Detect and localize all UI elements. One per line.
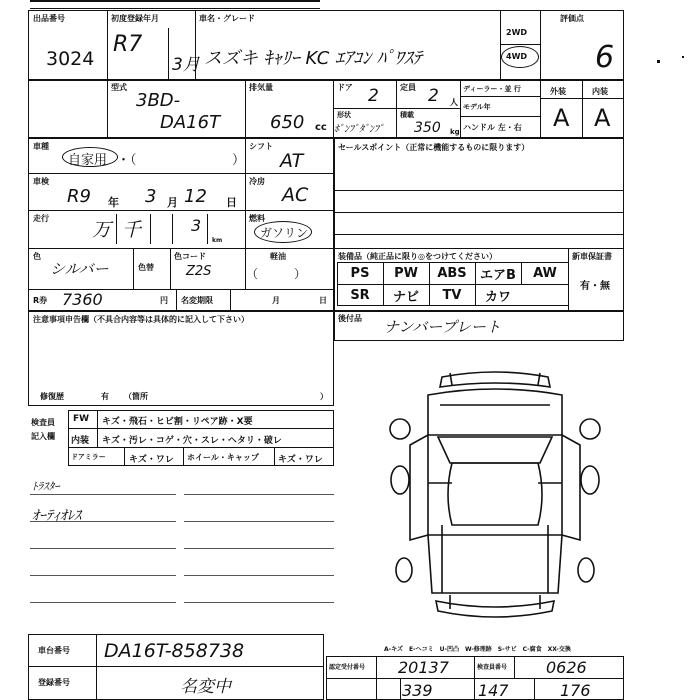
- car-damage-diagram: [380, 365, 610, 630]
- reg-label: 登録番号: [38, 678, 70, 687]
- code1-label: 認定受付番号: [329, 664, 366, 671]
- equip-navi[interactable]: ナビ: [392, 289, 419, 305]
- divider: [500, 10, 501, 80]
- car-name-label: 車名・グレード: [199, 14, 255, 23]
- dealer-label: ディーラー・並 行: [463, 85, 521, 93]
- cooling-label: 冷房: [249, 177, 265, 186]
- capacity-value: 2: [428, 86, 439, 106]
- note-line: [30, 521, 176, 522]
- interior-value: A: [594, 104, 611, 132]
- divider: [396, 80, 397, 138]
- note-line: [30, 575, 176, 576]
- inspection-month-unit: 月: [167, 196, 178, 209]
- cooling-value: AC: [282, 184, 309, 206]
- divider: [514, 656, 515, 678]
- divider: [68, 428, 334, 429]
- divider: [28, 173, 334, 174]
- interior-insp-label: 内装: [71, 436, 90, 446]
- note-line: [184, 548, 334, 549]
- load-value: 350: [414, 120, 441, 136]
- damage-legend: A-キズ E-ヘコミ U-凹凸 W-修理跡 S-サビ C-腐食 XX-交換: [384, 646, 571, 653]
- divider: [150, 214, 151, 244]
- divider: [245, 80, 246, 138]
- divider: [28, 666, 324, 667]
- model-value-line2: DA16T: [160, 112, 221, 133]
- repair-label: 修復歴: [40, 392, 64, 401]
- score-value: 6: [595, 40, 615, 75]
- note-line: [184, 521, 334, 522]
- inspection-day-unit: 日: [226, 196, 237, 209]
- exterior-value: A: [553, 104, 570, 132]
- wheel-items: キズ・ワレ: [278, 455, 323, 465]
- color-change-label: 色替: [138, 263, 154, 272]
- capacity-unit: 人: [450, 98, 458, 107]
- equip-abs[interactable]: ABS: [437, 265, 467, 281]
- shape-value: ﾎﾟﾝﾌﾟﾀﾞﾝﾌﾟ: [334, 124, 384, 135]
- divider: [107, 10, 108, 80]
- model-year-label: モデル年: [463, 103, 491, 111]
- divider: [400, 678, 401, 700]
- recycle-value: 7360: [62, 290, 103, 309]
- displacement-label: 排気量: [249, 83, 273, 92]
- interior-insp-items: キズ・汚レ・コゲ・穴・スレ・ヘタリ・破レ: [102, 436, 282, 446]
- divider: [460, 80, 461, 138]
- equipment-label: 装備品（純正品に限り◎をつけてください）: [338, 252, 497, 261]
- equip-aw[interactable]: AW: [533, 265, 557, 281]
- shift-label: シフト: [249, 142, 273, 151]
- top-banner: [30, 0, 320, 9]
- divider: [124, 447, 125, 466]
- divider: [376, 656, 377, 700]
- inspection-year: R9: [67, 186, 91, 207]
- equip-tv[interactable]: TV: [442, 287, 462, 303]
- note-line: [30, 548, 176, 549]
- equip-ps[interactable]: PS: [350, 265, 370, 281]
- speck: [657, 60, 660, 63]
- footer-value-1: 339: [402, 681, 433, 700]
- exterior-label: 外装: [550, 87, 566, 96]
- note-line: [30, 602, 176, 603]
- equip-airbag[interactable]: エアB: [480, 267, 516, 283]
- drive-2wd: 2WD: [506, 28, 528, 37]
- color-code-label: 色コード: [174, 252, 206, 261]
- divider: [474, 656, 475, 700]
- displacement-unit: cc: [315, 122, 327, 133]
- inspection-month: 3: [145, 186, 157, 207]
- divider: [28, 210, 334, 211]
- color-label: 色: [33, 252, 41, 261]
- divider: [334, 212, 624, 213]
- recycle-unit: 円: [160, 296, 168, 305]
- capacity-label: 定員: [400, 83, 416, 92]
- fw-items: キズ・飛石・ヒビ割・リペア跡・X要: [102, 417, 253, 427]
- inspector-label-line2: 記入欄: [31, 432, 55, 441]
- divider: [334, 190, 624, 191]
- divider: [97, 410, 98, 447]
- repair-close: ）: [320, 392, 328, 401]
- divider: [230, 289, 231, 311]
- drive-4wd: 4WD: [506, 52, 528, 61]
- divider: [582, 80, 583, 138]
- chassis-value: DA16T-858738: [104, 640, 245, 662]
- notes-label: 注意事項申告欄（不具合内容等は具体的に記入して下さい）: [33, 315, 249, 324]
- divider: [334, 248, 624, 249]
- model-value-line1: 3BD-: [136, 90, 181, 111]
- genuine-value: 有・無: [580, 281, 610, 292]
- handwritten-note-2: ｵｰﾃｨｵﾚｽ: [32, 508, 81, 524]
- usage-label: 車種: [33, 142, 49, 151]
- mileage-man: 万: [92, 219, 112, 241]
- load-unit: kg: [450, 128, 460, 136]
- divider: [183, 447, 184, 466]
- divider: [540, 80, 541, 138]
- divider: [500, 44, 540, 45]
- name-change-month: 月: [272, 296, 280, 305]
- inspector-label-line1: 検査員: [31, 418, 55, 427]
- mileage-unit: km: [212, 237, 223, 244]
- divider: [333, 108, 460, 109]
- fuel-value: ガソリン: [260, 226, 309, 240]
- divider: [116, 214, 117, 244]
- aftermarket-value: ナンバープレート: [384, 318, 501, 336]
- inspection-day: 12: [184, 186, 207, 207]
- wheel-label: ホイール・キャップ: [187, 453, 259, 462]
- note-line: [184, 494, 334, 495]
- divider: [460, 96, 540, 97]
- divider: [68, 447, 334, 448]
- model-label: 型式: [111, 83, 127, 92]
- load-label: 積載: [400, 111, 414, 119]
- handwritten-note-1: ﾄﾗｽﾀｰ: [32, 480, 60, 493]
- divider: [460, 116, 540, 117]
- aftermarket-label: 後付品: [338, 314, 362, 323]
- mileage-value: 3: [191, 216, 202, 235]
- usage-paren-open: ・（: [117, 153, 137, 168]
- mileage-label: 走行: [33, 214, 49, 223]
- name-change-label: 名変期限: [181, 296, 213, 305]
- footer-value-2: 147: [478, 681, 509, 700]
- mirror-items: キズ・ワレ: [129, 455, 174, 465]
- reg-value: 名変中: [180, 677, 231, 697]
- doors-label: ドア: [337, 83, 353, 92]
- divider: [96, 634, 97, 700]
- shape-label: 形状: [337, 111, 351, 119]
- divider: [172, 214, 173, 244]
- car-name-value: スズキ ｷｬﾘｰ KC ｴｱｺﾝ ﾊﾟﾜｽﾃ: [204, 48, 422, 69]
- code1-value: 20137: [398, 658, 449, 677]
- shift-value: AT: [280, 150, 304, 172]
- first-reg-month: 3月: [172, 55, 200, 75]
- genuine-label: 新車保証書: [572, 252, 612, 261]
- divider: [207, 214, 208, 244]
- note-line: [184, 575, 334, 576]
- repair-place: （箇所: [124, 392, 148, 401]
- score-label: 評価点: [560, 14, 584, 23]
- divider: [133, 248, 134, 289]
- interior-label: 内装: [592, 87, 608, 96]
- equip-pw[interactable]: PW: [394, 265, 418, 281]
- displacement-value: 650: [270, 112, 305, 133]
- chassis-label: 車台番号: [38, 646, 70, 655]
- equip-sr[interactable]: SR: [350, 287, 370, 303]
- divider: [170, 248, 171, 289]
- handle-label: ハンドル 左・右: [463, 123, 522, 132]
- repair-yes: 有: [101, 392, 109, 401]
- color-value: シルバー: [50, 260, 109, 278]
- divider: [540, 98, 624, 99]
- first-reg-label: 初度登録年月: [111, 14, 159, 23]
- fuel-label: 燃料: [249, 214, 265, 223]
- equip-leather[interactable]: カワ: [484, 289, 511, 305]
- recycle-label: R券: [33, 296, 48, 305]
- oil-label: 軽油: [270, 252, 286, 261]
- inspection-label: 車検: [33, 177, 49, 186]
- first-reg-era: R7: [113, 32, 143, 57]
- divider: [176, 289, 177, 311]
- color-code-paren: （ ）: [246, 267, 307, 281]
- name-change-day: 日: [319, 296, 327, 305]
- fw-label: FW: [73, 414, 90, 424]
- lot-label: 出品番号: [33, 14, 65, 23]
- code2-value: 0626: [546, 658, 587, 677]
- divider: [168, 28, 169, 80]
- divider: [534, 678, 535, 700]
- divider: [334, 234, 624, 235]
- color-code-value: Z2S: [186, 264, 212, 279]
- divider: [107, 80, 108, 138]
- divider: [540, 10, 541, 80]
- usage-paren-close: ）: [232, 153, 246, 168]
- divider: [274, 447, 275, 466]
- sales-point-label: セールスポイント（正常に機能するものに限ります）: [338, 143, 530, 152]
- usage-value: 自家用: [68, 153, 108, 168]
- divider: [326, 678, 624, 679]
- footer-value-3: 176: [560, 681, 591, 700]
- divider: [28, 248, 334, 249]
- lot-number: 3024: [46, 48, 95, 70]
- note-line: [30, 494, 176, 495]
- doors-value: 2: [368, 86, 379, 106]
- note-line: [184, 602, 334, 603]
- mileage-sen: 千: [122, 219, 142, 241]
- notes-frame: [28, 311, 334, 406]
- inspection-year-unit: 年: [108, 196, 119, 209]
- mirror-label: ドアミラー: [71, 453, 106, 461]
- code2-label: 検査員番号: [477, 664, 508, 671]
- speck: [682, 56, 684, 58]
